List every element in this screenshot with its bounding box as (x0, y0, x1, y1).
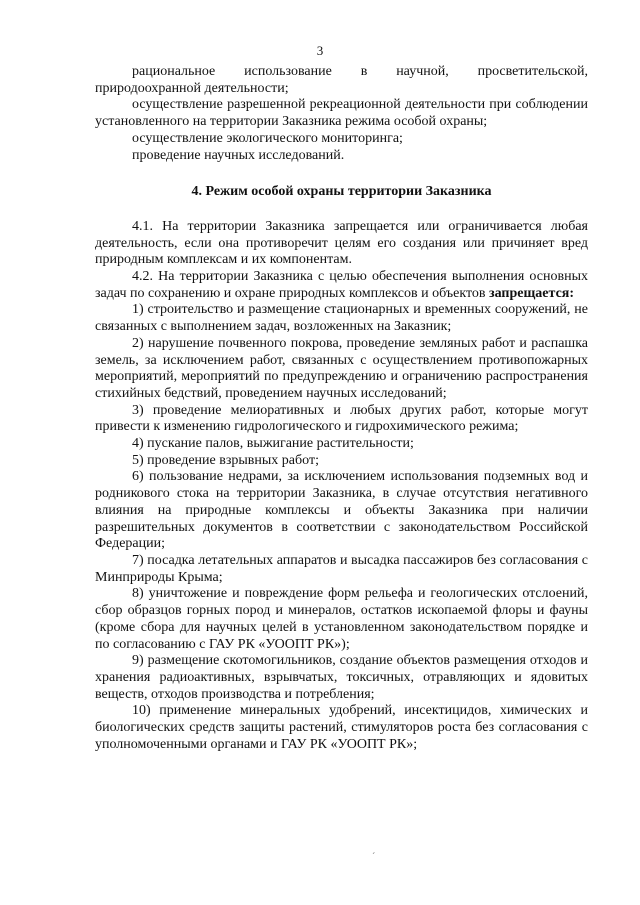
list-item-8: 8) уничтожение и повреждение форм рельефа и геологических отслоений, сбор образцов горных пород и минералов, остатков ископаемой флоры и фауны (кроме сбора для научных целей в установленном законодательством порядке и по согласованию с ГАУ РК «УООПТ РК»); (95, 586, 588, 652)
list-item-7: 7) посадка летательных аппаратов и высадка пассажиров без согласования с Минприроды Крыма; (95, 552, 588, 585)
paragraph-4-1: 4.1. На территории Заказника запрещается или ограничивается любая деятельность, если она противоречит целям его создания или причиняет вред природным комплексам и их компонентам. (95, 218, 588, 268)
list-item-4: 4) пускание палов, выжигание растительности; (132, 436, 414, 452)
paragraph-4-2-bold: запрещается: (488, 285, 575, 301)
list-item-2: 2) нарушение почвенного покрова, проведение земляных работ и распашка земель, за исключением работ, связанных с осуществлением противопожарных мероприятий, мероприятий по предупреждению и ограничению распространения стихийных бедствий, проведением научных исследований; (95, 335, 588, 401)
list-item-3: 3) проведение мелиоративных и любых других работ, которые могут привести к изменению гидрологического и гидрохимического режима; (95, 402, 588, 435)
scan-mark: ´ (372, 852, 376, 863)
document-body (95, 64, 588, 753)
paragraph-4-2 (95, 269, 588, 302)
list-item-10: 10) применение минеральных удобрений, инсектицидов, химических и биологических средств защиты растений, стимуляторов роста без согласования с уполномоченными органами и ГАУ РК «УООПТ РК»; (95, 703, 588, 752)
list-item-6: 6) пользование недрами, за исключением использования подземных вод и родникового стока на территории Заказника, в случае отсутствия негативного влияния на природные комплексы и объекты Заказника при наличии разрешительных документов в соответствии с законодательством Российской Федерации; (95, 469, 588, 552)
section-heading: 4. Режим особой охраны территории Заказника (191, 184, 492, 200)
list-item-5: 5) проведение взрывных работ; (132, 452, 319, 468)
page-number: 3 (316, 43, 324, 58)
paragraph-monitoring: осуществление экологического мониторинга; (132, 130, 403, 146)
list-item-1: 1) строительство и размещение стационарных и временных сооружений, не связанных с выполнением задач, возложенных на Заказник; (95, 302, 588, 335)
paragraph-rational-use: рациональное использование в научной, просветительской, природоохранной деятельности; (95, 64, 588, 96)
paragraph-4-2-text: 4.2. На территории Заказника с целью обеспечения выполнения основных задач по сохранению и охране природных комплексов и объектов (95, 269, 588, 301)
list-item-9: 9) размещение скотомогильников, создание объектов размещения отходов и хранения радиоактивных, взрывчатых, токсичных, отравляющих и ядовитых веществ, отходов производства и потребления; (95, 653, 588, 702)
paragraph-research: проведение научных исследований. (132, 147, 345, 163)
paragraph-recreation: осуществление разрешенной рекреационной деятельности при соблюдении установленного на территории Заказника режима особой охраны; (95, 97, 588, 130)
